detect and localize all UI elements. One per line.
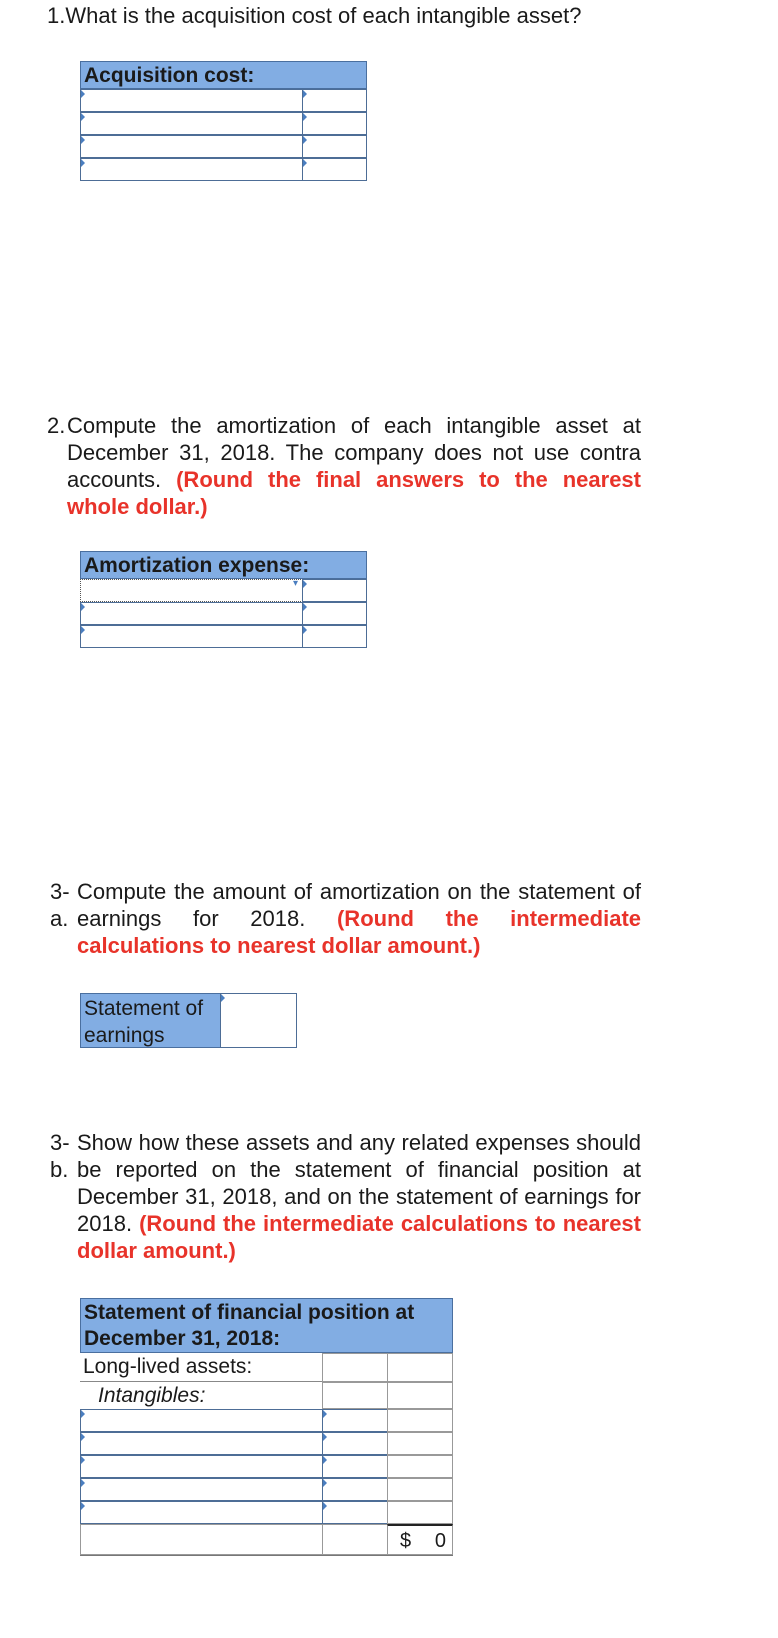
question-3a-note: (Round the intermediate calculations to nearest dollar amount.)	[77, 906, 642, 958]
question-2-note: (Round the final answers to the nearest whole dollar.)	[67, 467, 641, 519]
intangible-name-input-5[interactable]	[80, 1501, 323, 1524]
amortization-amount-input-1[interactable]	[302, 579, 367, 602]
question-1-text: 1.What is the acquisition cost of each intangible asset?	[47, 3, 582, 28]
question-3b	[50, 1129, 641, 1264]
question-3a	[50, 878, 641, 959]
question-3b-number-bottom: b.	[50, 1157, 69, 1182]
question-3a-text: Compute the amount of amortization on the statement of earnings for 2018.	[77, 879, 641, 931]
intangibles-label: Intangibles:	[80, 1382, 323, 1409]
intangible-name-input-2[interactable]	[80, 1432, 323, 1455]
total-label-cell	[80, 1524, 323, 1555]
intangible-amount-input-2[interactable]	[322, 1432, 388, 1455]
amortization-amount-input-3[interactable]	[302, 625, 367, 648]
amortization-amount-input-2[interactable]	[302, 602, 367, 625]
acquisition-amount-input-2[interactable]	[302, 112, 367, 135]
acquisition-name-input-2[interactable]	[80, 112, 303, 135]
amortization-name-input-2[interactable]	[80, 602, 303, 625]
intangible-amount-input-4[interactable]	[322, 1478, 388, 1501]
intangible-total-col-3	[387, 1455, 453, 1478]
statement-of-earnings-label: Statement of earnings	[80, 993, 221, 1048]
intangible-total-col-2	[387, 1432, 453, 1455]
intangible-name-input-1[interactable]	[80, 1409, 323, 1432]
intangible-total-col-1	[387, 1409, 453, 1432]
chevron-down-icon: ▾	[292, 578, 298, 589]
intangible-amount-input-3[interactable]	[322, 1455, 388, 1478]
total-col1	[322, 1524, 388, 1555]
financial-position-header: Statement of financial position at December 31, 2018:	[80, 1298, 453, 1353]
intangible-amount-input-1[interactable]	[322, 1409, 388, 1432]
question-3b-note: (Round the intermediate calculations to nearest dollar amount.)	[77, 1211, 641, 1263]
acquisition-cost-header: Acquisition cost:	[80, 61, 367, 89]
intangible-amount-input-5[interactable]	[322, 1501, 388, 1524]
amortization-expense-header: Amortization expense:	[80, 551, 367, 579]
long-lived-col2	[387, 1353, 453, 1382]
total-value: 0	[434, 1530, 446, 1552]
question-2-number: 2.	[47, 413, 66, 438]
intangible-name-input-4[interactable]	[80, 1478, 323, 1501]
question-3a-number-bottom: a.	[50, 906, 69, 931]
total-currency: $	[400, 1530, 412, 1552]
intangible-total-col-5	[387, 1501, 453, 1524]
question-2-text: Compute the amortization of each intangible asset at December 31, 2018. The company does not use contra accounts.	[67, 413, 641, 492]
total-divider	[80, 1555, 453, 1556]
long-lived-assets-label: Long-lived assets:	[80, 1353, 323, 1382]
question-3a-number-top: 3-	[50, 879, 70, 904]
question-3b-number-top: 3-	[50, 1130, 70, 1155]
question-1	[47, 2, 667, 29]
acquisition-amount-input-4[interactable]	[302, 158, 367, 181]
total-value-cell	[387, 1524, 453, 1555]
intangible-name-input-3[interactable]	[80, 1455, 323, 1478]
amortization-name-input-3[interactable]	[80, 625, 303, 648]
question-3b-text: Show how these assets and any related expenses should be reported on the statement of financial position at December 31, 2018, and on the statement of earnings for 2018.	[77, 1130, 641, 1236]
intangibles-col1	[322, 1382, 388, 1409]
acquisition-name-input-1[interactable]	[80, 89, 303, 112]
question-2	[47, 412, 641, 520]
acquisition-amount-input-1[interactable]	[302, 89, 367, 112]
acquisition-name-input-3[interactable]	[80, 135, 303, 158]
intangibles-col2	[387, 1382, 453, 1409]
statement-of-earnings-input[interactable]	[220, 993, 297, 1048]
amortization-name-select-1[interactable]	[80, 579, 303, 602]
acquisition-amount-input-3[interactable]	[302, 135, 367, 158]
acquisition-name-input-4[interactable]	[80, 158, 303, 181]
long-lived-col1	[322, 1353, 388, 1382]
intangible-total-col-4	[387, 1478, 453, 1501]
